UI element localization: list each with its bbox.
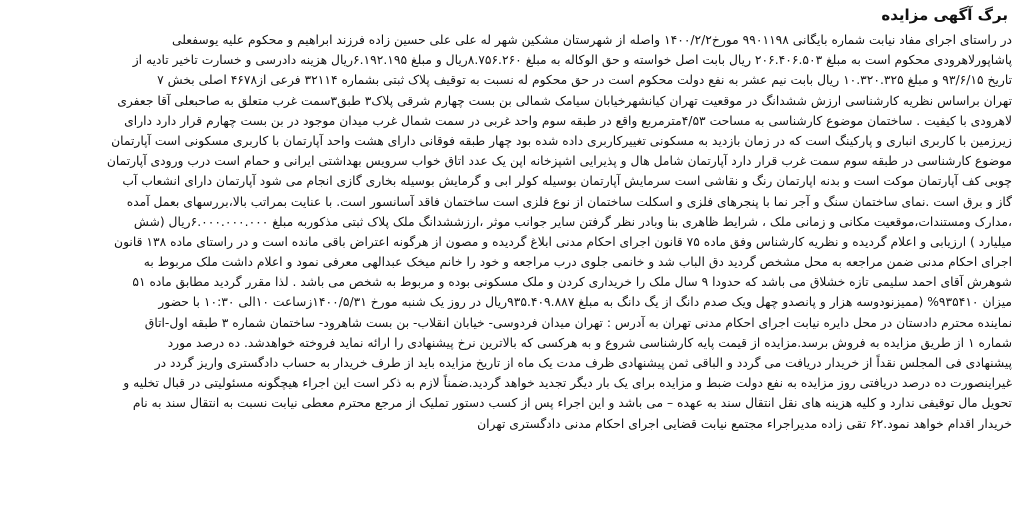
- notice-body: [12, 30, 1012, 434]
- notice-line: تاریخ ۹۳/۶/۱۵ و مبلغ ۱۰.۳۲۰.۳۲۵ ریال بابت نیم عشر به نفع دولت محکوم است در حق محکوم له نسبت به توقیف پلاک ثبتی بشماره ۳۲۱۱۴ فرعی از۴۶۷۸ اصلی بخش ۷: [157, 73, 1012, 88]
- notice-line: تحویل مال توقیفی ندارد و کلیه هزینه های نقل انتقال سند به عهده – می باشد و این اجراء پس از کسب دستور تملیک از مرجع محترم معطی نیابت نسبت به انتقال سند به نام: [132, 396, 1012, 411]
- notice-line: شوهرش آقای احمد سلیمی تازه خشلاق می باشد که حدودا ۹ سال ملک را خریداری کردن و ملک مسکونی بوده و مربوط به شخص می باشد . لذا مقرر گردید مطابق ماده ۵۱: [132, 275, 1012, 290]
- notice-line: اجرای احکام مدنی ضمن مراجعه به محل مشخص گردید دق الباب شد و خانمی جلوی درب مراجعه و خود را خانم میخک عبدالهی معرفی نمود و اعلام داشت ملک مربوط به: [143, 255, 1012, 270]
- notice-line: غیراینصورت ده درصد دریافتی روز مزایده به نفع دولت ضبط و مزایده برای یک بار دیگر تجدید خواهد گردید.ضمناً لازم به ذکر است این اجراء هیچگونه مسئولیتی در قبال تخلیه و: [123, 376, 1012, 391]
- notice-line: میلیارد ) ارزیابی و اعلام گردیده و نظریه کارشناس وفق ماده ۷۵ قانون اجرای احکام مدنی ابلاغ گردیده و مصون از هرگونه اعتراض باقی مانده است و در راستای ماده ۱۳۸ قانون: [114, 234, 1012, 249]
- notice-line: شماره ۱ از طریق مزایده به فروش برسد.مزایده از قیمت پایه کارشناسی شروع و به هرکسی که بالاترین نرخ پیشنهادی را ارائه نماید فروخته خواهدشد. ده درصد مورد: [167, 335, 1012, 350]
- notice-line: نماینده محترم دادستان در محل دایره نیابت اجرای احکام مدنی تهران به آدرس : تهران میدان فردوسی- خیابان انقلاب- بن بست شاهرود- ساختمان شماره ۳ طبقه اول-اتاق: [144, 315, 1012, 330]
- notice-line: زیرزمین با کاربری انباری و پارکینگ است که در زمان بازدید به مسکونی تغییرکاربری داده شده بود چهار طبقه فوقانی دارای هشت واحد آپارتمان با کاربری مسکونی است آپارتمان: [111, 133, 1012, 148]
- notice-line: خریدار اقدام خواهد نمود.۶۲ تقی زاده مدیراجراء مجتمع نیابت قضایی اجرای احکام مدنی دادگستری تهران: [477, 416, 1012, 431]
- notice-line: تهران براساس نظریه کارشناسی ارزش ششدانگ در موقعیت تهران کیانشهرخیابان سیامک شمالی بن بست چهارم شرقی پلاک۳ طبق۳سمت غرب متعلق به صاحبعلی آقا جعفری: [117, 93, 1012, 108]
- notice-line: موضوع کارشناسی در طبقه سوم سمت غرب قرار دارد آپارتمان شامل هال و پذیرایی اشپزخانه اپن یک عدد اتاق خواب سرویس بهداشتی ایرانی و حمام است درب ورودی آپارتمان: [106, 154, 1012, 169]
- notice-line: چوبی کف آپارتمان موکت است و بدنه اپارتمان رنگ و نقاشی است سرمایش آپارتمان بوسیله کولر ابی و گرمایش بوسیله بخاری گازی انجام می شود آپارتمان دارای انشعاب آب: [122, 174, 1012, 189]
- notice-line: پاشاپورلاهرودی محکوم است به مبلغ ۲۰۶.۴۰۶.۵۰۳ ریال بابت اصل خواسته و حق الوکاله به مبلغ ۸.۷۵۶.۲۶۰ریال و مبلغ ۶.۱۹۲.۱۹۵ریال هزینه دادرسی و خسارت تاخیر تادیه از: [132, 53, 1012, 68]
- notice-line: در راستای اجرای مفاد نیابت شماره بایگانی ۹۹۰۱۱۹۸ مورخ۱۴۰۰/۲/۲ واصله از شهرستان مشکین شهر له علی علی حسین زاده فرزند ابراهیم و محکوم علیه یوسفعلی: [171, 33, 1012, 47]
- notice-line: گاز و برق است .نمای ساختمان سنگ و آجر نما با پنجرهای فلزی و اسکلت ساختمان از نوع فلزی است ساختمان فاقد آسانسور است. با عنایت بمراتب بالا،بررسهای بعمل آمده: [126, 194, 1012, 209]
- notice-line: میزان ۹۳۵۴۱۰% (ممیزنودوسه هزار و پانصدو چهل ویک صدم دانگ از یگ دانگ به مبلغ ۹۳۵.۴۰۹.۸۸۷ریال در روز یک شنبه مورخ ۱۴۰۰/۵/۳۱زساعت ۱۰الی ۱۰:۳۰ با حضور: [158, 295, 1012, 310]
- notice-line: پیشنهادی فی المجلس نقداً از خریدار دریافت می گردد و الباقی ثمن پیشنهادی ظرف مدت یک ماه از تاریخ مزایده باید از طرف خریدار به حساب دادگستری واریز گردد در: [154, 356, 1012, 370]
- notice-title: برگ آگهی مزایده: [881, 6, 1008, 24]
- notice-line: ،مدارک ومستندات،موقعیت مکانی و زمانی ملک ، شرایط ظاهری بنا وبادر نظر گرفتن سایر جوانب موثر ،ارزششدانگ ملک پلاک ثبتی مذکوربه مبلغ ۶.۰۰۰.۰۰۰.۰۰۰ریال (شش: [133, 214, 1012, 229]
- notice-line: لاهرودی با کیفیت . ساختمان موضوع کارشناسی به مساحت ۴/۵۳مترمربع واقع در طبقه سوم واحد غربی در سمت شمال غرب میدان موجود در بن بست چهارم قرار دارد دارای: [124, 113, 1012, 128]
